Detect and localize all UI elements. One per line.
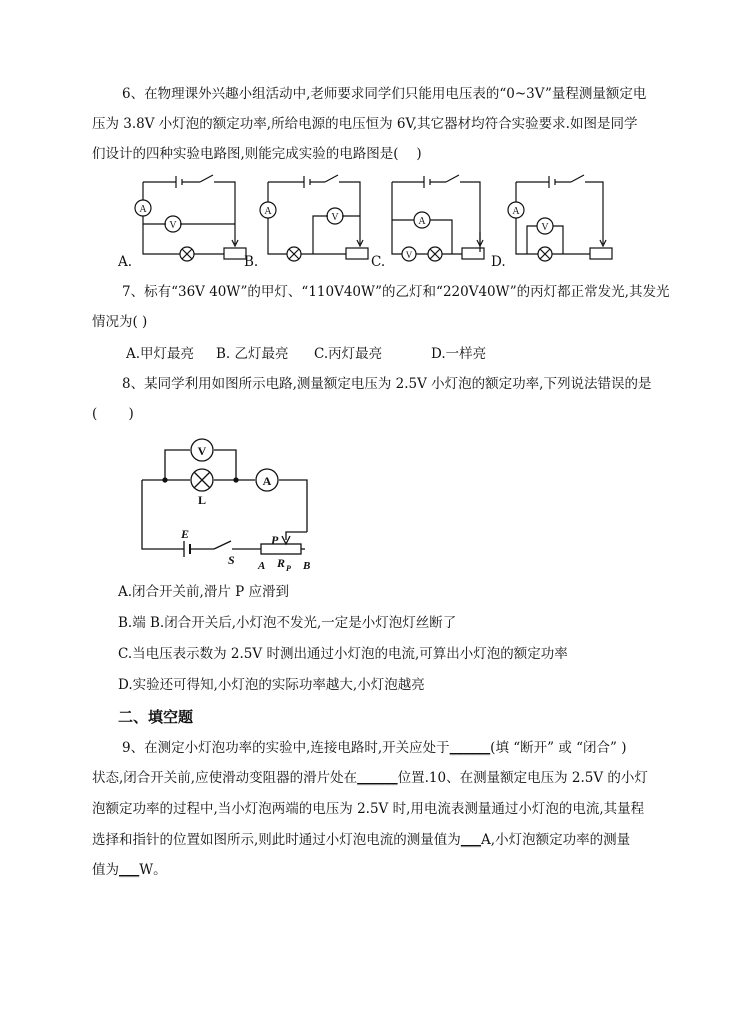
answer-blank[interactable]: ______ [449, 740, 491, 756]
q7-option-c: C.丙灯最亮 [314, 346, 383, 362]
q7-option-b: B. 乙灯最亮 [216, 346, 289, 362]
circuit-c [392, 175, 484, 261]
ammeter-label: A [264, 206, 272, 217]
voltmeter-label: V [169, 220, 177, 231]
q9-line-2: 状态,闭合开关前,应使滑动变阻器的滑片处在______位置.10、在测量额定电压为 2.5V 的小灯 [92, 770, 648, 786]
voltmeter-label: V [405, 250, 413, 260]
q8-line-1: 8、某同学利用如图所示电路,测量额定电压为 2.5V 小灯泡的额定功率,下列说法错误的是 [122, 376, 652, 392]
circuit-b [260, 175, 368, 261]
battery-label: E [181, 527, 190, 541]
answer-blank[interactable]: ______ [357, 770, 398, 786]
q8-option-c: C.当电压表示数为 2.5V 时测出通过小灯泡的电流,可算出小灯泡的额定功率 [118, 646, 568, 662]
q10-line-5: 值为___W。 [92, 862, 167, 878]
voltmeter-label: V [541, 222, 549, 233]
q10-line-3: 泡额定功率的过程中,当小灯泡两端的电压为 2.5V 时,用电流表测量通过小灯泡的电流,其量程 [92, 801, 645, 817]
rheostat-end-b-label: B [303, 560, 311, 572]
q8-circuit-diagram [0, 432, 745, 572]
section-heading: 二、填空题 [118, 708, 194, 726]
switch-icon [214, 541, 231, 549]
rheostat-icon [224, 248, 246, 259]
circuit-d [508, 175, 612, 261]
q8-line-2: ( ) [92, 406, 134, 422]
rheostat-subscript: P [286, 564, 291, 572]
q7-line-1: 7、标有“36V 40W”的甲灯、“110V40W”的乙灯和“220V40W”的丙灯都正常发光,其发光 [122, 284, 670, 300]
rheostat-icon [346, 248, 368, 259]
q8-option-d: D.实验还可得知,小灯泡的实际功率越大,小灯泡越亮 [118, 677, 425, 693]
q7-option-d: D.一样亮 [431, 346, 487, 362]
q10-line-4: 选择和指针的位置如图所示,则此时通过小灯泡电流的测量值为___A,小灯泡额定功率的测量 [92, 832, 631, 848]
ammeter-label: A [512, 206, 520, 217]
q6-line-1: 6、在物理课外兴趣小组活动中,老师要求同学们只能用电压表的“0~3V”量程测量额定电 [122, 86, 647, 102]
q6-line-3: 们设计的四种实验电路图,则能完成实验的电路图是( ) [92, 146, 422, 162]
voltmeter-label: V [331, 212, 339, 223]
q9-line-1: 9、在测定小灯泡功率的实验中,连接电路时,开关应处于______(填 “断开” 或 “闭合” ) [122, 740, 627, 756]
ammeter-label: A [418, 216, 426, 227]
switch-label: S [228, 553, 235, 567]
answer-blank[interactable]: ___ [119, 862, 140, 878]
q6-label-c: C. [371, 254, 386, 270]
rheostat-end-a-label: A [258, 560, 266, 572]
ammeter-label: A [262, 474, 272, 488]
answer-blank[interactable]: ___ [460, 832, 482, 848]
q8-option-b: B.端 B.闭合开关后,小灯泡不发光,一定是小灯泡灯丝断了 [118, 615, 457, 631]
rheostat-icon [590, 248, 612, 259]
circuit-a [135, 175, 246, 261]
rheostat-icon [261, 544, 301, 554]
voltmeter-label: V [197, 444, 207, 458]
q6-label-b: B. [244, 254, 259, 270]
ammeter-label: A [139, 204, 147, 215]
q6-line-2: 压为 3.8V 小灯泡的额定功率,所给电源的电压恒为 6V,其它器材均符合实验要求.如图是同学 [92, 116, 638, 132]
q6-label-d: D. [491, 254, 506, 270]
rheostat-icon [462, 248, 484, 259]
q6-label-a: A. [118, 254, 133, 270]
slider-label: P [271, 533, 279, 547]
rheostat-label: R [277, 556, 286, 570]
lamp-label: L [198, 493, 207, 507]
q7-line-2: 情况为( ) [92, 314, 148, 330]
q7-option-a: A.甲灯最亮 [126, 346, 195, 362]
q8-option-a: A.闭合开关前,滑片 P 应滑到 [118, 584, 289, 600]
